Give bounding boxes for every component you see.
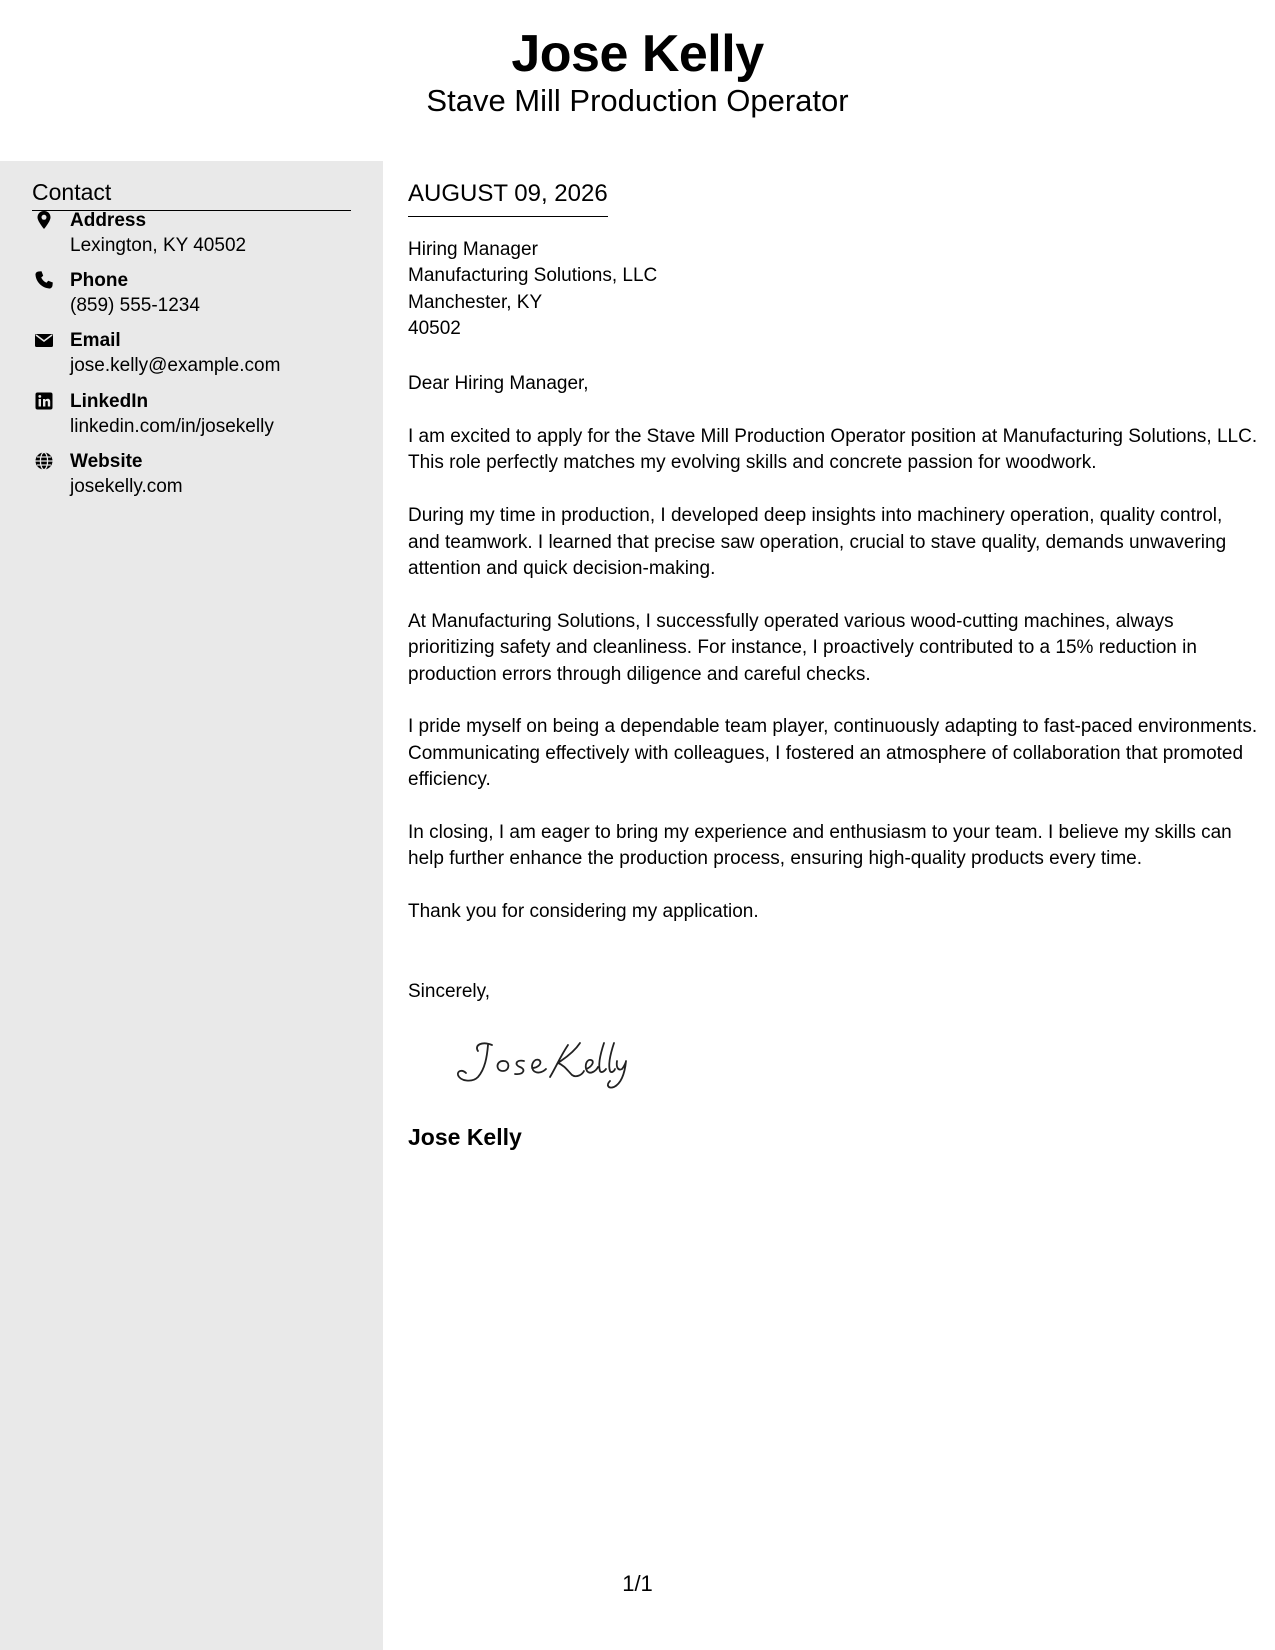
recipient-line: Manufacturing Solutions, LLC xyxy=(408,265,658,287)
letter-paragraphs xyxy=(408,424,1258,952)
job-title: Stave Mill Production Operator xyxy=(426,83,849,118)
header xyxy=(0,0,1275,161)
contact-email xyxy=(32,328,372,384)
phone-value: (859) 555-1234 xyxy=(70,295,200,316)
paragraph: During my time in production, I developed deep insights into machinery operation, quality control, and teamwork. I learned that precise saw operation, crucial to stave quality, demands unwavering attention and quick decision-making. xyxy=(408,505,1227,580)
recipient-block xyxy=(408,237,657,343)
phone-label: Phone xyxy=(70,270,129,291)
address-value: Lexington, KY 40502 xyxy=(70,235,247,256)
linkedin-value: linkedin.com/in/josekelly xyxy=(70,416,274,437)
closing: Sincerely, xyxy=(408,981,491,1002)
letter-body xyxy=(408,161,1258,1650)
contact-website xyxy=(32,449,372,505)
recipient-line: Hiring Manager xyxy=(408,239,538,260)
contact-sidebar xyxy=(0,161,383,1650)
contact-address xyxy=(32,208,372,264)
paragraph: I am excited to apply for the Stave Mill Production Operator position at Manufacturing Solutions, LLC. This role perfectly matches my evolving skills and concrete passion for woodwork. xyxy=(408,426,1258,474)
paragraph: At Manufacturing Solutions, I successfully operated various wood-cutting machines, always prioritizing safety and cleanliness. For instance, I proactively contributed to a 15% reduction in production errors through diligence and careful checks. xyxy=(408,610,1197,685)
website-label: Website xyxy=(70,451,143,472)
address-label: Address xyxy=(70,210,147,231)
email-label: Email xyxy=(70,330,121,351)
linkedin-icon xyxy=(34,391,54,411)
contact-heading: Contact xyxy=(32,177,351,211)
handwritten-signature xyxy=(452,1031,632,1091)
recipient-line: 40502 xyxy=(408,318,461,340)
recipient-line: Manchester, KY xyxy=(408,291,543,313)
globe-icon xyxy=(34,451,54,471)
email-value: jose.kelly@example.com xyxy=(70,355,281,376)
envelope-icon xyxy=(34,330,54,350)
linkedin-label: LinkedIn xyxy=(70,391,149,412)
paragraph: I pride myself on being a dependable team player, continuously adapting to fast-paced environments. Communicating effectively with colleagues, I fostered an atmosphere of collaboration that promoted efficiency. xyxy=(408,716,1258,791)
signer-name: Jose Kelly xyxy=(408,1124,522,1150)
phone-icon xyxy=(34,270,54,290)
page-number: 1/1 xyxy=(622,1571,653,1596)
contact-phone xyxy=(32,268,372,324)
contact-linkedin xyxy=(32,389,372,445)
letter-date: AUGUST 09, 2026 xyxy=(408,178,608,217)
website-value: josekelly.com xyxy=(70,476,183,497)
paragraph: Thank you for considering my application. xyxy=(408,901,759,923)
salutation: Dear Hiring Manager, xyxy=(408,373,589,394)
applicant-name: Jose Kelly xyxy=(511,25,764,83)
paragraph: In closing, I am eager to bring my experience and enthusiasm to your team. I believe my skills can help further enhance the production process, ensuring high-quality products every time. xyxy=(408,822,1232,870)
map-pin-icon xyxy=(34,210,54,230)
